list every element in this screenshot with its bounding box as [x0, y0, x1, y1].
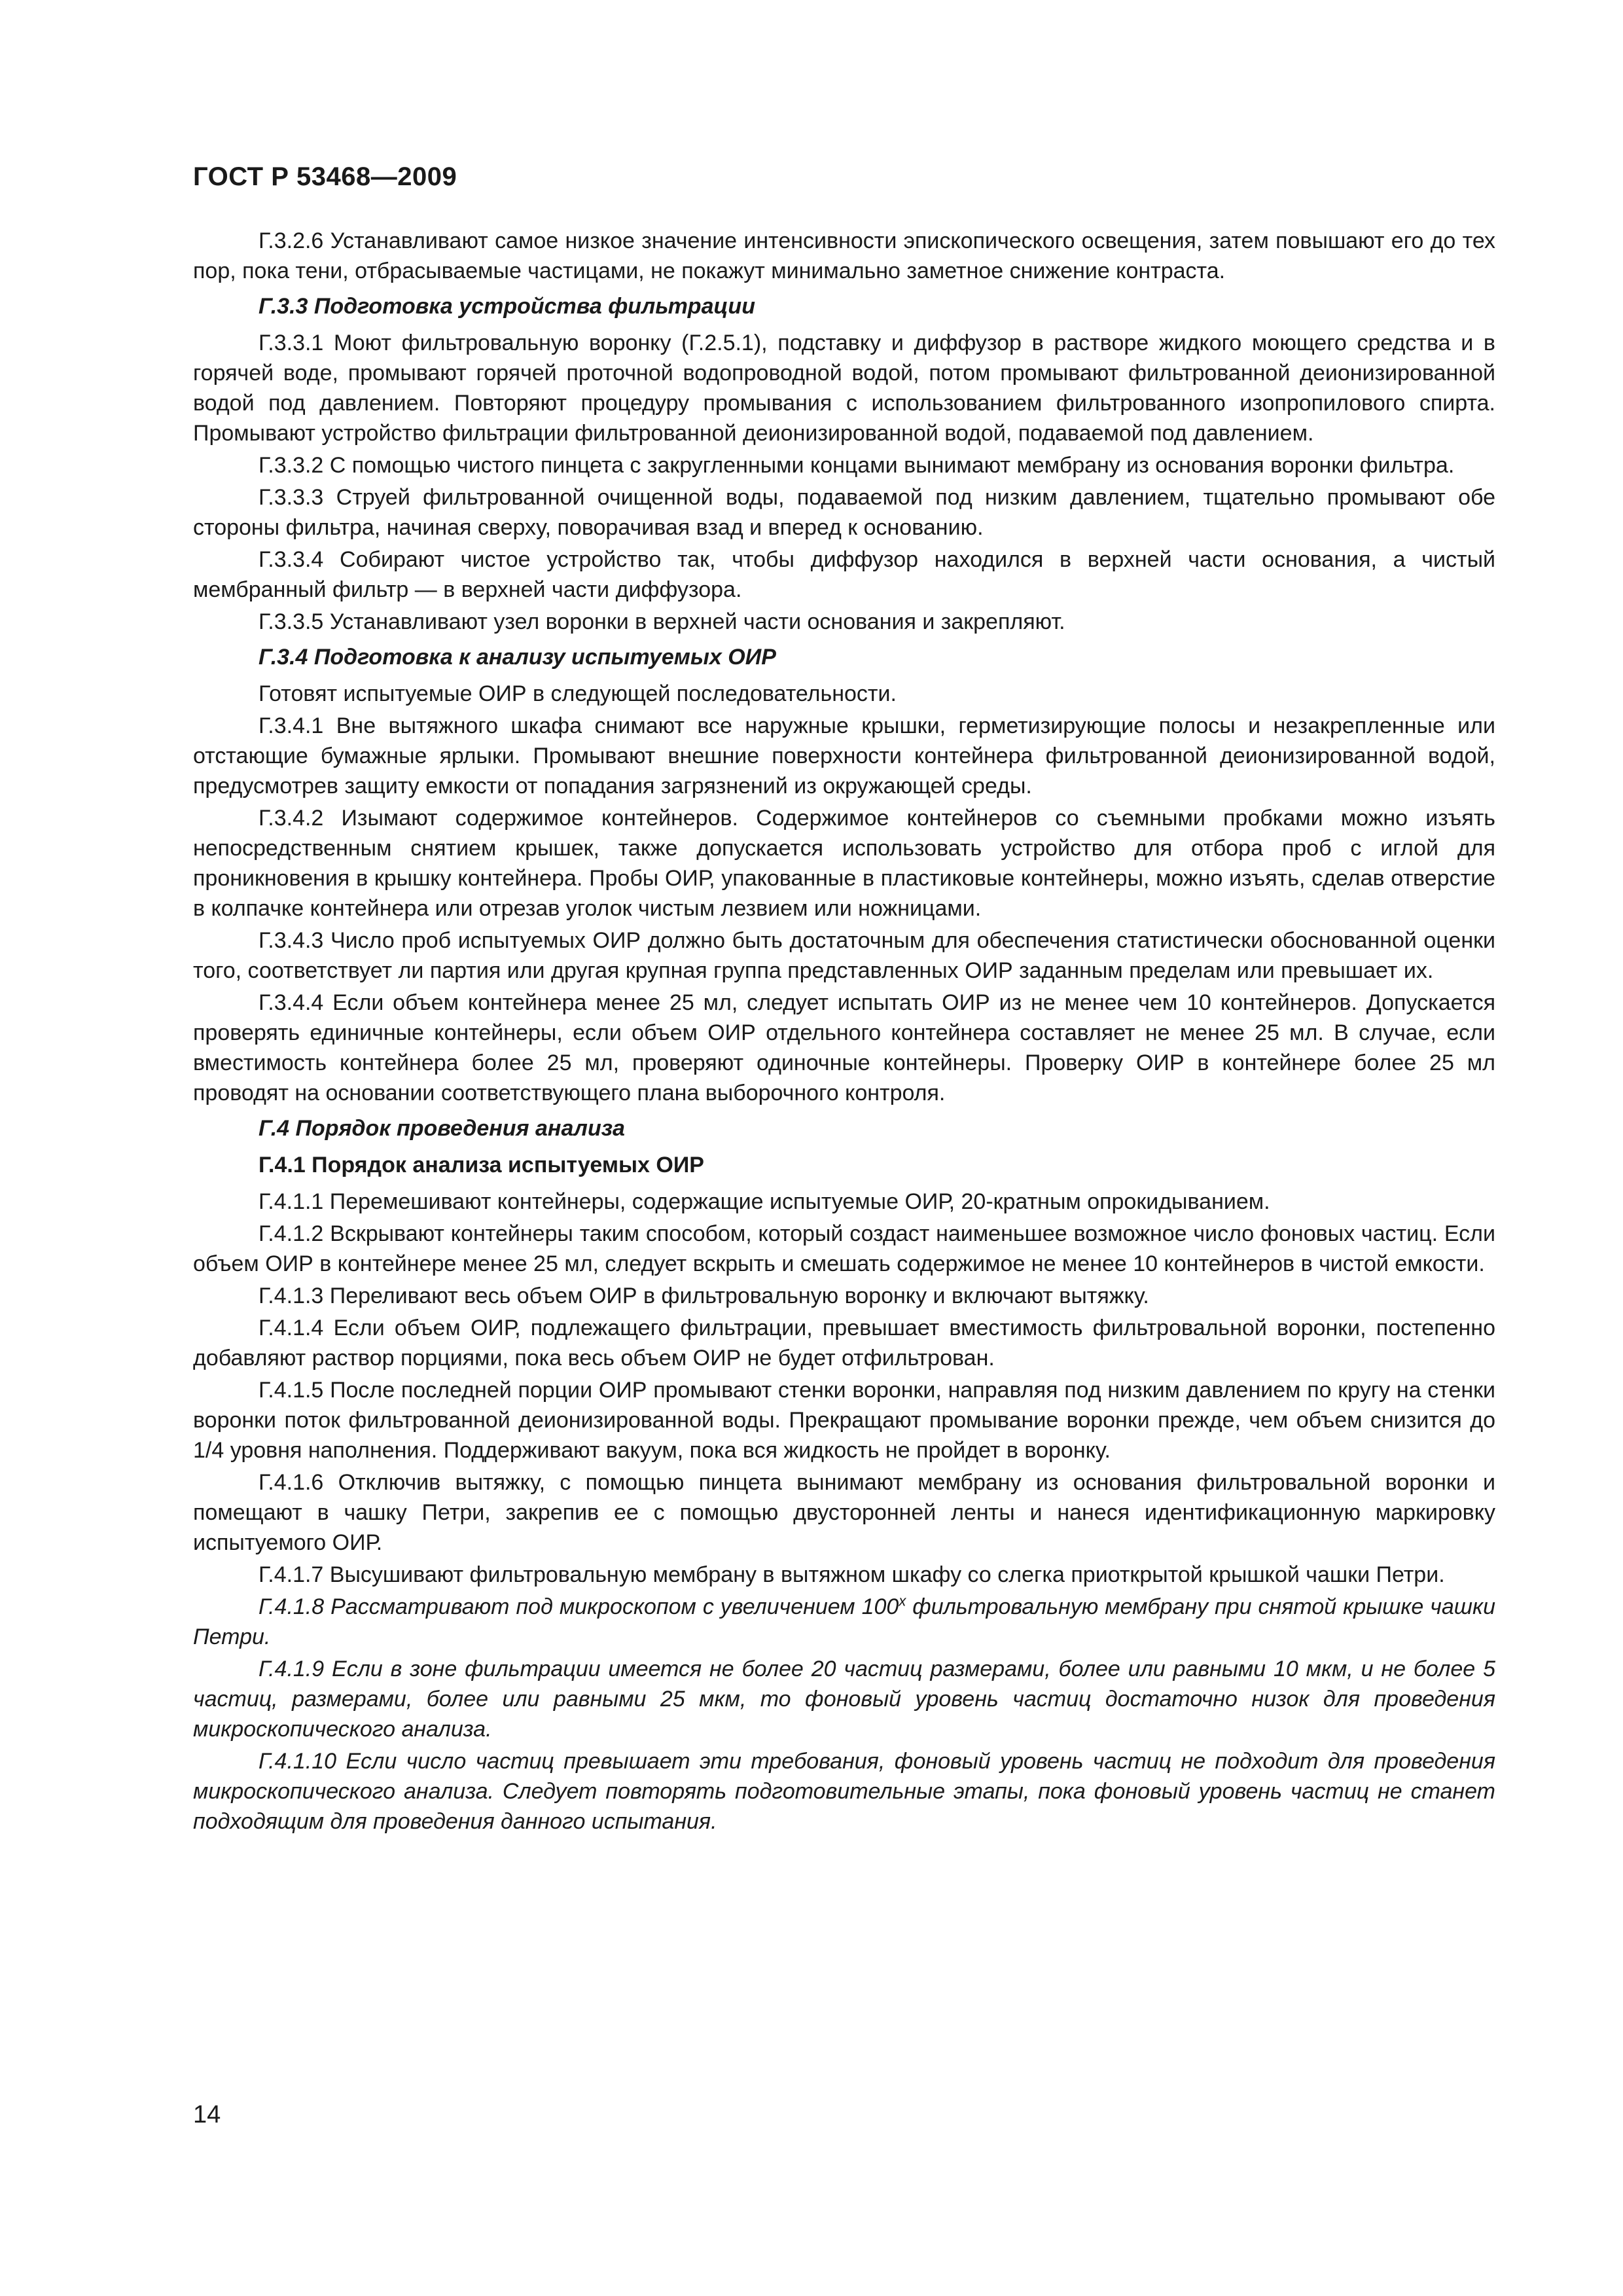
paragraph-text: Г.4.1.8 Рассматривают под микроскопом с увеличением 100	[259, 1594, 899, 1619]
paragraph-text: фильтровальную мембрану при снятой крышке чашки Петри.	[193, 1594, 1495, 1649]
paragraph: Г.3.4.4 Если объем контейнера менее 25 мл, следует испытать ОИР из не менее чем 10 контейнеров. Допускается проверять единичные контейнеры, если объем ОИР отдельного контейнера составляет не менее 25 мл. В случае, если вместимость контейнера более 25 мл, проверяют одиночные контейнеры. Проверку ОИР в контейнере более 25 мл проводят на основании соответствующего плана выборочного контроля.	[193, 990, 1495, 1105]
subsection-heading: Г.4.1 Порядок анализа испытуемых ОИР	[259, 1153, 704, 1177]
paragraph: Г.4.1.5 После последней порции ОИР промывают стенки воронки, направляя под низким давлением по кругу на стенки воронки поток фильтрованной деионизированной воды. Прекращают промывание воронки прежде, чем объем снизится до 1/4 уровня наполнения. Поддерживают вакуум, пока вся жидкость не пройдет в воронку.	[193, 1378, 1495, 1463]
paragraph: Г.3.2.6 Устанавливают самое низкое значение интенсивности эпископического освещения, затем повышают его до тех пор, пока тени, отбрасываемые частицами, не покажут минимально заметное снижение контраста.	[193, 228, 1495, 283]
paragraph: Г.4.1.4 Если объем ОИР, подлежащего фильтрации, превышает вместимость фильтровальной воронки, постепенно добавляют раствор порциями, пока весь объем ОИР не будет отфильтрован.	[193, 1316, 1495, 1371]
paragraph: Г.3.3.4 Собирают чистое устройство так, чтобы диффузор находился в верхней части основания, а чистый мембранный фильтр — в верхней части диффузора.	[193, 547, 1495, 602]
paragraph: Г.3.3.5 Устанавливают узел воронки в верхней части основания и закрепляют.	[259, 609, 1065, 634]
standard-header: ГОСТ Р 53468—2009	[193, 162, 457, 191]
paragraph-italic: Г.4.1.10 Если число частиц превышает эти требования, фоновый уровень частиц не подходит для проведения микроскопического анализа. Следует повторять подготовительные этапы, пока фоновый уровень частиц не станет подходящим для проведения данного испытания.	[193, 1749, 1495, 1834]
paragraph: Г.3.3.1 Моют фильтровальную воронку (Г.2.5.1), подставку и диффузор в растворе жидкого моющего средства и в горячей воде, промывают горячей проточной водопроводной водой, потом промывают фильтрованной деионизированной водой под давлением. Повторяют процедуру промывания с использованием фильтрованного изопропилового спирта. Промывают устройство фильтрации фильтрованной деионизированной водой, подаваемой под давлением.	[193, 331, 1495, 446]
paragraph: Г.3.4.1 Вне вытяжного шкафа снимают все наружные крышки, герметизирующие полосы и незакрепленные или отстающие бумажные ярлыки. Промывают внешние поверхности контейнера фильтрованной деионизированной водой, предусмотрев защиту емкости от попадания загрязнений из окружающей среды.	[193, 713, 1495, 798]
paragraph: Г.3.3.2 С помощью чистого пинцета с закругленными концами вынимают мембрану из основания воронки фильтра.	[259, 453, 1455, 478]
paragraph: Г.4.1.6 Отключив вытяжку, с помощью пинцета вынимают мембрану из основания фильтровальной воронки и помещают в чашку Петри, закрепив ее с помощью двусторонней ленты и нанеся идентификационную маркировку испытуемого ОИР.	[193, 1470, 1495, 1555]
paragraph-italic	[193, 1592, 1495, 1652]
section-heading: Г.3.4 Подготовка к анализу испытуемых ОИР	[259, 645, 776, 670]
section-heading: Г.4 Порядок проведения анализа	[259, 1116, 625, 1141]
paragraph: Г.4.1.2 Вскрывают контейнеры таким способом, который создаст наименьшее возможное число фоновых частиц. Если объем ОИР в контейнере менее 25 мл, следует вскрыть и смешать содержимое не менее 10 контейнеров в чистой емкости.	[193, 1221, 1495, 1276]
paragraph: Г.3.4.2 Изымают содержимое контейнеров. Содержимое контейнеров со съемными пробками можно изъять непосредственным снятием крышек, также допускается использовать устройство для отбора проб с иглой для проникновения в крышку контейнера. Пробы ОИР, упакованные в пластиковые контейнеры, можно изъять, сделав отверстие в колпачке контейнера или отрезав уголок чистым лезвием или ножницами.	[193, 806, 1495, 921]
paragraph: Г.4.1.1 Перемешивают контейнеры, содержащие испытуемые ОИР, 20-кратным опрокидыванием.	[259, 1189, 1270, 1214]
page-number: 14	[193, 2101, 221, 2128]
paragraph: Г.3.4.3 Число проб испытуемых ОИР должно быть достаточным для обеспечения статистически обоснованной оценки того, соответствует ли партия или другая крупная группа представленных ОИР заданным пределам или превышает их.	[193, 928, 1495, 983]
paragraph: Г.4.1.3 Переливают весь объем ОИР в фильтровальную воронку и включают вытяжку.	[259, 1283, 1149, 1308]
document-body	[193, 226, 1495, 1839]
paragraph-italic: Г.4.1.9 Если в зоне фильтрации имеется не более 20 частиц размерами, более или равными 10 мкм, и не более 5 частиц, размерами, более или равными 25 мкм, то фоновый уровень частиц достаточно низок для проведения микроскопического анализа.	[193, 1657, 1495, 1742]
paragraph: Г.3.3.3 Струей фильтрованной очищенной воды, подаваемой под низким давлением, тщательно промывают обе стороны фильтра, начиная сверху, поворачивая взад и вперед к основанию.	[193, 485, 1495, 540]
superscript: x	[899, 1592, 906, 1609]
paragraph: Г.4.1.7 Высушивают фильтровальную мембрану в вытяжном шкафу со слегка приоткрытой крышкой чашки Петри.	[259, 1562, 1445, 1587]
section-heading: Г.3.3 Подготовка устройства фильтрации	[259, 294, 755, 319]
paragraph: Готовят испытуемые ОИР в следующей последовательности.	[259, 681, 897, 706]
